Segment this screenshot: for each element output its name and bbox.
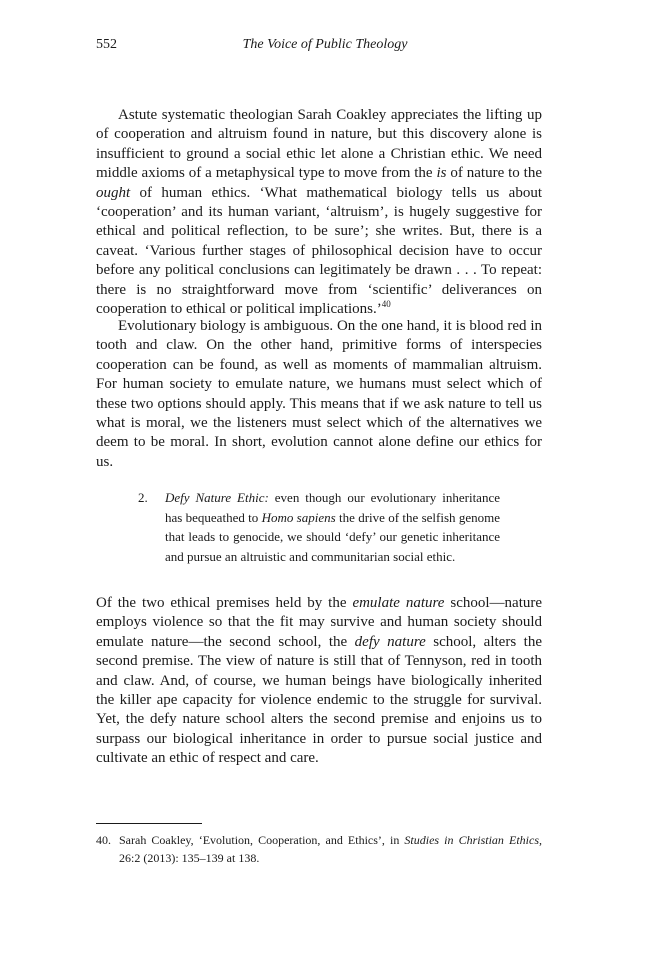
footnote-number: 40. — [96, 833, 111, 847]
block-quote-text — [165, 488, 500, 566]
running-title: The Voice of Public Theology — [242, 37, 408, 52]
paragraph-3 — [96, 594, 542, 769]
footnote-divider — [96, 823, 202, 824]
page-number: 552 — [96, 37, 117, 52]
footnote-text-b: 26:2 (2013): 135–139 at 138. — [119, 851, 260, 865]
paragraph-1 — [96, 106, 542, 319]
footnote-40 — [96, 831, 542, 867]
emphasis-emulate-nature: emulate nature — [352, 595, 445, 611]
block-quote-text-b: the drive of the selfish genome that leads to genocide, we should ‘defy’ our genetic inheritance and pursue an altruistic and communitarian social ethic. — [165, 509, 500, 564]
paragraph-3-text-a: Of the two ethical premises held by the — [96, 595, 353, 611]
paragraph-1-text-c: of human ethics. ‘What mathematical biology tells us about ‘cooperation’ and its human variant, ‘altruism’, is hugely suggestive for ethical and political reflection, to be sure’; she writes. But, there is a caveat. ‘Various further stages of philosophical decision have to occur before any political conclusions can legitimately be drawn . . . To repeat: there is no straightforward move from ‘scientific’ deliverances on cooperation to ethical or political implications.’ — [96, 184, 542, 318]
footnote-text — [119, 831, 542, 867]
block-quote-number: 2. — [138, 490, 148, 505]
footnote-journal-title: Studies in Christian Ethics, — [404, 833, 542, 847]
paragraph-3-text-c: school, alters the second premise. The view of nature is still that of Tennyson, red in tooth and claw. And, of course, we human beings have biologically inherited the killer ape capacity for violence endemic to the struggle for survival. Yet, the defy nature school alters the second premise and enjoins us to surpass our biological inheritance in order to pursue social justice and cultivate an ethic of respect and care. — [96, 633, 542, 767]
emphasis-homo-sapiens: Homo sapiens — [261, 509, 336, 525]
emphasis-ought: ought — [96, 184, 131, 201]
emphasis-defy-nature: defy nature — [354, 633, 426, 650]
block-quote-text-a: even though our evolutionary inheritance has bequeathed to — [165, 490, 500, 525]
block-quote-label: Defy Nature Ethic: — [165, 490, 269, 505]
footnote-text-a: Sarah Coakley, ‘Evolution, Cooperation, and Ethics’, in — [119, 833, 405, 847]
footnote-reference[interactable]: 40 — [381, 299, 391, 310]
paragraph-1-text-b: of nature to the — [446, 165, 542, 182]
paragraph-2-text: Evolutionary biology is ambiguous. On the one hand, it is blood red in tooth and claw. On the other hand, primitive forms of interspecies cooperation can be found, as well as moments of mammalian altruism. For human society to emulate nature, we humans must select which of these two options should apply. This means that if we ask nature to tell us what is moral, we the listeners must select which of the alternatives we deem to be moral. In short, evolution cannot alone define our ethics for us. — [96, 318, 542, 470]
paragraph-2 — [96, 317, 542, 472]
block-quote — [138, 488, 500, 566]
paragraph-3-text-b: school—nature employs violence so that the fit may survive and human society should emulate nature—the second school, the — [96, 595, 543, 650]
paragraph-1-text-a: Astute systematic theologian Sarah Coakley appreciates the lifting up of cooperation and altruism found in nature, but this discovery alone is insufficient to ground a social ethic let alone a Christian ethic. We need middle axioms of a metaphysical type to move from the — [96, 107, 542, 182]
emphasis-is: is — [436, 165, 447, 182]
